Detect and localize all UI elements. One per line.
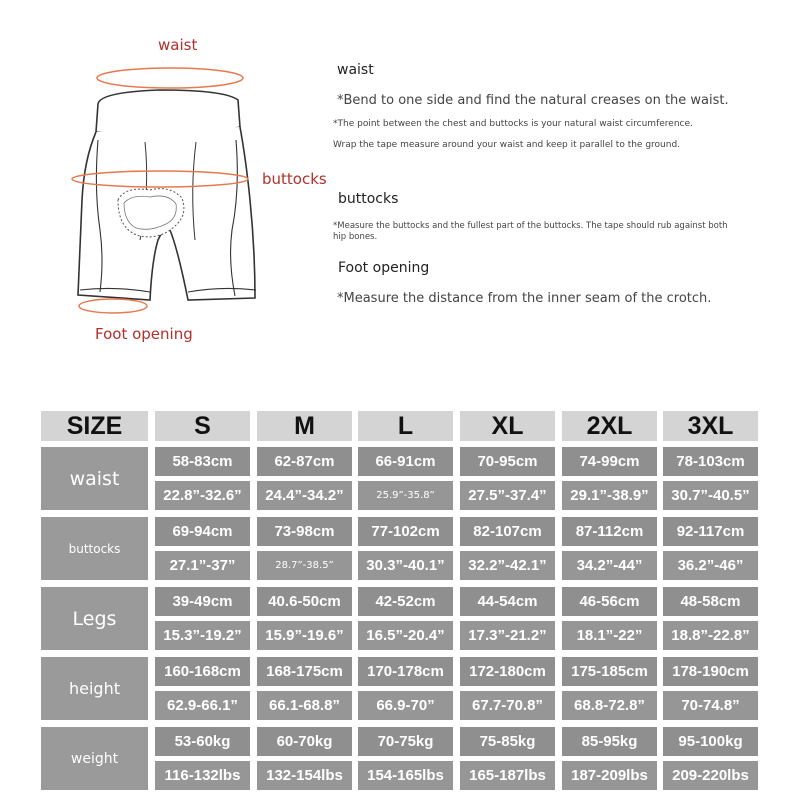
size-cell-height-cm: 160-168cm bbox=[155, 657, 250, 686]
size-cell-weight-cm: 70-75kg bbox=[358, 727, 453, 756]
size-header-s: S bbox=[155, 411, 250, 441]
shorts-illustration bbox=[0, 0, 330, 360]
row-label-height: height bbox=[41, 657, 148, 720]
row-label-weight: weight bbox=[41, 727, 148, 790]
size-header-m: M bbox=[257, 411, 352, 441]
size-cell-buttocks-inch: 28.7”-38.5” bbox=[257, 551, 352, 580]
size-cell-legs-inch: 17.3”-21.2” bbox=[460, 621, 555, 650]
size-cell-height-inch: 66.9-70” bbox=[358, 691, 453, 720]
size-cell-height-cm: 170-178cm bbox=[358, 657, 453, 686]
size-cell-weight-cm: 60-70kg bbox=[257, 727, 352, 756]
buttocks-label: buttocks bbox=[262, 170, 327, 188]
foot-opening-title: Foot opening bbox=[338, 260, 430, 276]
size-cell-weight-cm: 85-95kg bbox=[562, 727, 657, 756]
size-cell-buttocks-inch: 36.2”-46” bbox=[663, 551, 758, 580]
size-header-xl: XL bbox=[460, 411, 555, 441]
size-cell-waist-cm: 66-91cm bbox=[358, 447, 453, 476]
size-cell-waist-cm: 58-83cm bbox=[155, 447, 250, 476]
size-cell-height-inch: 68.8-72.8” bbox=[562, 691, 657, 720]
foot-opening-label: Foot opening bbox=[95, 325, 193, 343]
size-cell-waist-cm: 62-87cm bbox=[257, 447, 352, 476]
size-cell-buttocks-cm: 73-98cm bbox=[257, 517, 352, 546]
size-cell-weight-inch: 116-132lbs bbox=[155, 761, 250, 790]
size-cell-weight-inch: 132-154lbs bbox=[257, 761, 352, 790]
size-cell-legs-cm: 40.6-50cm bbox=[257, 587, 352, 616]
size-cell-waist-inch: 29.1”-38.9” bbox=[562, 481, 657, 510]
waist-instruction-2: *The point between the chest and buttocks is your natural waist circumference. bbox=[333, 119, 693, 129]
buttocks-instruction-1: *Measure the buttocks and the fullest part of the buttocks. The tape should rub against both bbox=[333, 221, 728, 231]
waist-label: waist bbox=[158, 36, 198, 54]
size-cell-legs-inch: 16.5”-20.4” bbox=[358, 621, 453, 650]
size-cell-legs-inch: 15.3”-19.2” bbox=[155, 621, 250, 650]
size-header-2xl: 2XL bbox=[562, 411, 657, 441]
size-cell-buttocks-inch: 32.2”-42.1” bbox=[460, 551, 555, 580]
waist-instruction-1: *Bend to one side and find the natural creases on the waist. bbox=[337, 93, 729, 108]
size-cell-height-inch: 67.7-70.8” bbox=[460, 691, 555, 720]
size-cell-legs-cm: 44-54cm bbox=[460, 587, 555, 616]
size-header: SIZE bbox=[41, 411, 148, 441]
size-cell-height-cm: 178-190cm bbox=[663, 657, 758, 686]
size-cell-legs-cm: 42-52cm bbox=[358, 587, 453, 616]
buttocks-instruction-2: hip bones. bbox=[333, 232, 378, 242]
size-cell-buttocks-cm: 92-117cm bbox=[663, 517, 758, 546]
size-cell-waist-cm: 78-103cm bbox=[663, 447, 758, 476]
size-cell-weight-inch: 154-165lbs bbox=[358, 761, 453, 790]
size-cell-waist-inch: 27.5”-37.4” bbox=[460, 481, 555, 510]
size-cell-height-cm: 172-180cm bbox=[460, 657, 555, 686]
size-cell-weight-inch: 187-209lbs bbox=[562, 761, 657, 790]
row-label-legs: Legs bbox=[41, 587, 148, 650]
size-cell-height-cm: 168-175cm bbox=[257, 657, 352, 686]
size-cell-weight-inch: 209-220lbs bbox=[663, 761, 758, 790]
size-cell-buttocks-inch: 27.1”-37” bbox=[155, 551, 250, 580]
size-cell-waist-inch: 22.8”-32.6” bbox=[155, 481, 250, 510]
size-cell-waist-cm: 70-95cm bbox=[460, 447, 555, 476]
row-label-waist: waist bbox=[41, 447, 148, 510]
size-cell-weight-cm: 75-85kg bbox=[460, 727, 555, 756]
row-label-buttocks: buttocks bbox=[41, 517, 148, 580]
size-cell-legs-inch: 18.1”-22” bbox=[562, 621, 657, 650]
size-cell-legs-cm: 48-58cm bbox=[663, 587, 758, 616]
size-cell-buttocks-cm: 77-102cm bbox=[358, 517, 453, 546]
size-cell-weight-cm: 95-100kg bbox=[663, 727, 758, 756]
size-cell-weight-inch: 165-187lbs bbox=[460, 761, 555, 790]
size-cell-height-inch: 66.1-68.8” bbox=[257, 691, 352, 720]
size-cell-legs-inch: 18.8”-22.8” bbox=[663, 621, 758, 650]
size-header-3xl: 3XL bbox=[663, 411, 758, 441]
foot-opening-instruction: *Measure the distance from the inner seam of the crotch. bbox=[337, 291, 712, 306]
size-cell-waist-inch: 30.7”-40.5” bbox=[663, 481, 758, 510]
size-cell-legs-cm: 46-56cm bbox=[562, 587, 657, 616]
size-cell-height-inch: 62.9-66.1” bbox=[155, 691, 250, 720]
size-cell-legs-cm: 39-49cm bbox=[155, 587, 250, 616]
size-cell-waist-cm: 74-99cm bbox=[562, 447, 657, 476]
size-cell-weight-cm: 53-60kg bbox=[155, 727, 250, 756]
size-header-l: L bbox=[358, 411, 453, 441]
waist-instruction-3: Wrap the tape measure around your waist and keep it parallel to the ground. bbox=[333, 140, 681, 150]
buttocks-title: buttocks bbox=[338, 191, 399, 207]
waist-title: waist bbox=[337, 62, 374, 78]
size-cell-waist-inch: 25.9”-35.8” bbox=[358, 481, 453, 510]
size-cell-height-inch: 70-74.8” bbox=[663, 691, 758, 720]
size-cell-buttocks-cm: 82-107cm bbox=[460, 517, 555, 546]
size-cell-buttocks-cm: 69-94cm bbox=[155, 517, 250, 546]
size-cell-buttocks-cm: 87-112cm bbox=[562, 517, 657, 546]
size-cell-legs-inch: 15.9”-19.6” bbox=[257, 621, 352, 650]
size-cell-height-cm: 175-185cm bbox=[562, 657, 657, 686]
size-cell-buttocks-inch: 34.2”-44” bbox=[562, 551, 657, 580]
size-cell-buttocks-inch: 30.3”-40.1” bbox=[358, 551, 453, 580]
size-cell-waist-inch: 24.4”-34.2” bbox=[257, 481, 352, 510]
